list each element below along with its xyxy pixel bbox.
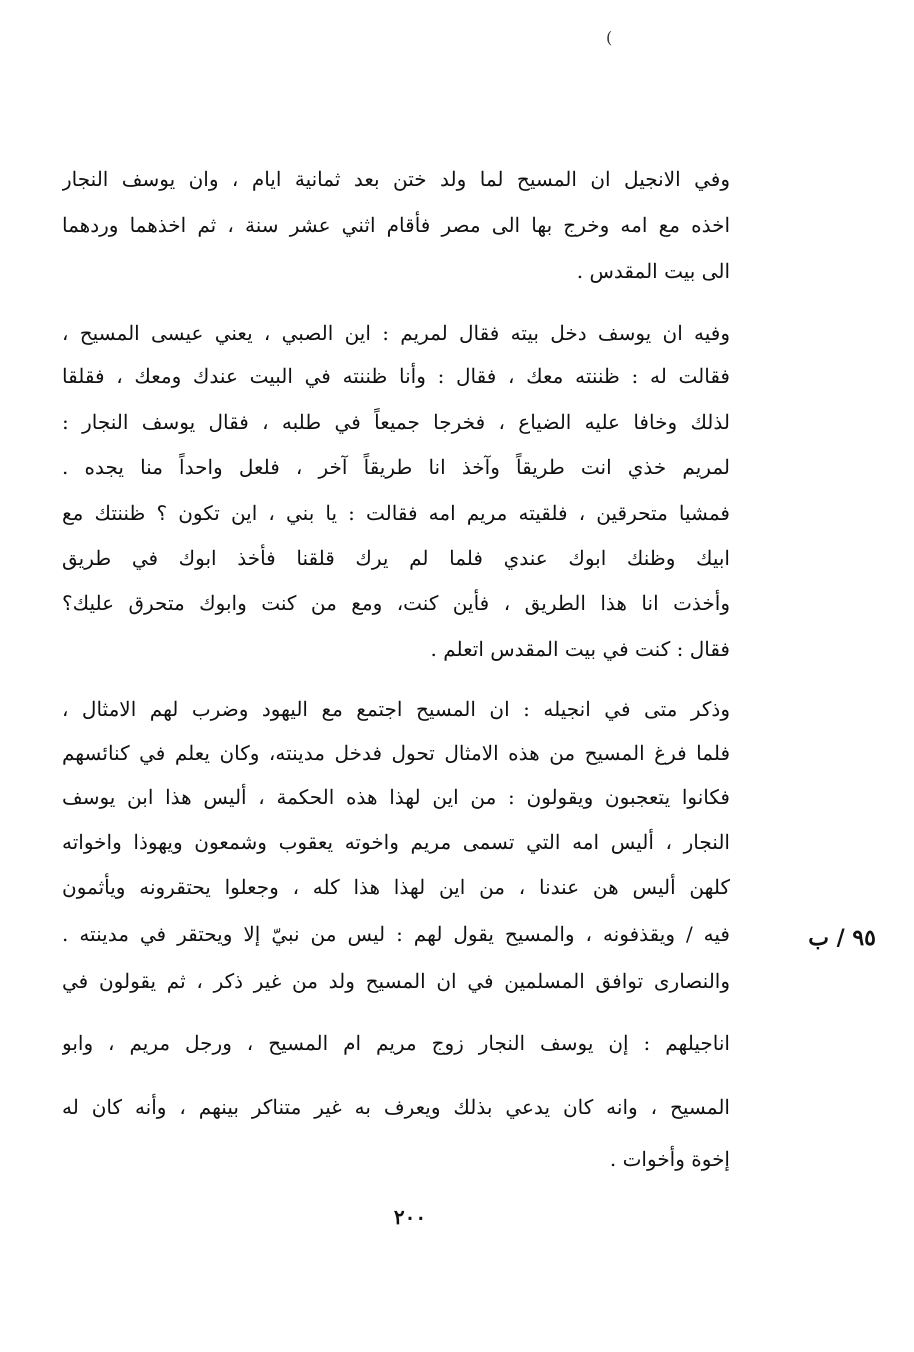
folio-margin-note: ٩٥ / ب — [808, 925, 876, 951]
text-line: وذكر متى في انجيله : ان المسيح اجتمع مع اليهود وضرب لهم الامثال ، — [62, 697, 730, 721]
text-line: الى بيت المقدس . — [576, 259, 730, 283]
top-mark: ( — [606, 28, 613, 47]
text-line: فمشيا متحرقين ، فلقيته مريم امه فقالت : يا بني ، اين تكون ؟ ظننتك مع — [62, 501, 730, 525]
text-line: فيه / ويقذفونه ، والمسيح يقول لهم : ليس من نبيّ إلا ويحتقر في مدينته . — [62, 922, 730, 946]
text-line: وفيه ان يوسف دخل بيته فقال لمريم : اين الصبي ، يعني عيسى المسيح ، — [62, 321, 730, 345]
text-line: والنصارى توافق المسلمين في ان المسيح ولد من غير ذكر ، ثم يقولون في — [62, 969, 730, 993]
text-line: إخوة وأخوات . — [609, 1147, 730, 1171]
text-line: لذلك وخافا عليه الضياع ، فخرجا جميعاً في طلبه ، فقال يوسف النجار : — [62, 410, 730, 434]
text-line: لمريم خذي انت طريقاً وآخذ انا طريقاً آخر ، فلعل واحداً منا يجده . — [62, 455, 730, 479]
page-number: ٢٠٠ — [393, 1205, 427, 1229]
text-line: فلما فرغ المسيح من هذه الامثال تحول فدخل مدينته، وكان يعلم في كنائسهم — [62, 741, 730, 765]
text-line: المسيح ، وانه كان يدعي بذلك ويعرف به غير متناكر بينهم ، وأنه كان له — [62, 1095, 730, 1119]
text-line: فقالت له : ظننته معك ، فقال : وأنا ظننته في البيت عندك ومعك ، فقلقا — [62, 364, 730, 388]
text-line: فكانوا يتعجبون ويقولون : من اين لهذا هذه الحكمة ، أليس هذا ابن يوسف — [62, 785, 730, 809]
text-line: وأخذت انا هذا الطريق ، فأين كنت، ومع من كنت وابوك متحرق عليك؟ — [62, 591, 730, 615]
text-line: اناجيلهم : إن يوسف النجار زوج مريم ام المسيح ، ورجل مريم ، وابو — [62, 1031, 730, 1055]
text-line: ابيك وظنك ابوك عندي فلما لم يرك قلقنا فأخذ ابوك في طريق — [62, 546, 730, 570]
text-line: فقال : كنت في بيت المقدس اتعلم . — [430, 637, 730, 661]
text-line: النجار ، أليس امه التي تسمى مريم واخوته يعقوب وشمعون ويهوذا واخواته — [62, 830, 730, 854]
text-line: كلهن أليس هن عندنا ، من اين لهذا هذا كله ، وجعلوا يحتقرونه ويأثمون — [62, 875, 730, 899]
text-line: وفي الانجيل ان المسيح لما ولد ختن بعد ثمانية ايام ، وان يوسف النجار — [62, 167, 730, 191]
text-line: اخذه مع امه وخرج بها الى مصر فأقام اثني عشر سنة ، ثم اخذهما وردهما — [62, 213, 730, 237]
